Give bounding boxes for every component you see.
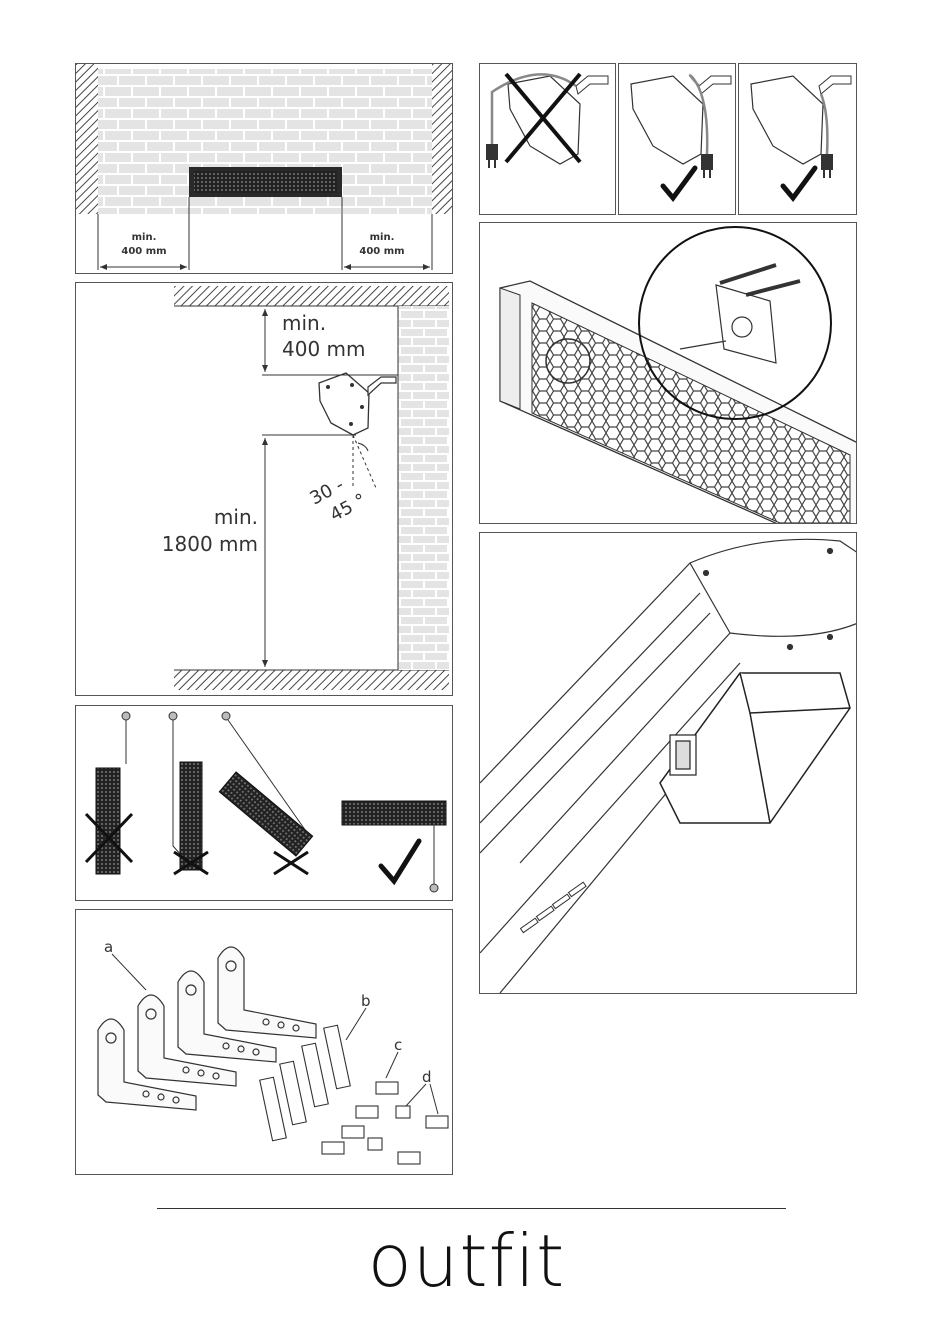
heater-side-view	[319, 373, 396, 435]
ceiling	[174, 286, 449, 306]
orientation-diagram	[76, 706, 453, 901]
part-label-d: d	[422, 1068, 432, 1086]
brand-logo: outfit	[367, 1219, 566, 1303]
plug-connector	[670, 735, 696, 775]
plug-icon	[701, 154, 713, 178]
connector-detail-panel	[479, 532, 857, 994]
parts-panel	[75, 909, 453, 1175]
tilted-heater-wrong	[219, 712, 312, 874]
leader-d2	[430, 1084, 438, 1114]
vent-slots	[520, 882, 586, 932]
top-dimension-arrow	[262, 309, 268, 372]
top-clearance-value: 400 mm	[282, 337, 366, 361]
wall-bracket	[680, 265, 800, 363]
angle-range-value: 45 °	[326, 489, 370, 526]
heater-body	[500, 281, 857, 524]
left-side-wall	[76, 64, 98, 214]
bottom-dimension-arrow	[262, 438, 268, 667]
cord-routing-wrong-diagram	[480, 64, 616, 215]
side-clearance-panel	[75, 63, 453, 274]
checkmark-icon	[663, 168, 695, 198]
bracket-detail-panel	[479, 222, 857, 524]
cord-routing-ok-diagram-1	[619, 64, 736, 215]
left-clearance-value: 400 mm	[121, 246, 167, 257]
cord-routing-ok-diagram-2	[739, 64, 857, 215]
plug-icon	[821, 154, 833, 178]
top-clearance-label: min.	[282, 311, 327, 335]
right-side-wall	[432, 64, 453, 214]
floor	[174, 670, 449, 690]
right-dimension-arrow	[344, 264, 430, 270]
tilt-angle-indicator	[353, 435, 376, 488]
bottom-clearance-label: min.	[213, 505, 258, 529]
leader-b	[346, 1008, 366, 1040]
right-clearance-value: 400 mm	[359, 246, 405, 257]
left-clearance-label: min.	[131, 232, 157, 243]
cord-routing-ok-panel-1	[618, 63, 736, 215]
checkmark-icon	[783, 168, 815, 198]
left-dimension-arrow	[100, 264, 187, 270]
bracket-detail-diagram	[480, 223, 857, 524]
leader-a	[112, 954, 146, 990]
part-label-a: a	[104, 938, 114, 956]
angle-range-label: 30 -	[306, 474, 348, 510]
plug-icon	[486, 144, 498, 168]
bolts	[322, 1082, 448, 1164]
wall-anchors	[260, 1025, 351, 1141]
part-label-c: c	[394, 1036, 403, 1054]
footer-divider	[157, 1208, 786, 1209]
brackets	[98, 947, 316, 1110]
vertical-heater-wrong	[86, 712, 132, 874]
right-clearance-label: min.	[369, 232, 395, 243]
checkmark-icon	[381, 841, 419, 881]
part-label-b: b	[361, 992, 371, 1010]
connector-detail-diagram	[480, 533, 857, 994]
horizontal-heater-correct	[342, 801, 446, 892]
height-clearance-panel	[75, 282, 453, 696]
height-clearance-diagram	[76, 283, 453, 696]
brick-wall	[398, 306, 449, 670]
heater	[189, 167, 342, 197]
leader-c	[386, 1052, 398, 1078]
cross-icon	[274, 852, 308, 874]
leader-d1	[406, 1084, 426, 1106]
side-clearance-diagram	[76, 64, 453, 274]
orientation-panel	[75, 705, 453, 901]
cord-routing-ok-panel-2	[738, 63, 857, 215]
vertical-heater-cord-wrong	[169, 712, 208, 874]
bottom-clearance-value: 1800 mm	[161, 532, 258, 556]
parts-diagram	[76, 910, 453, 1175]
cord-routing-wrong-panel	[479, 63, 616, 215]
